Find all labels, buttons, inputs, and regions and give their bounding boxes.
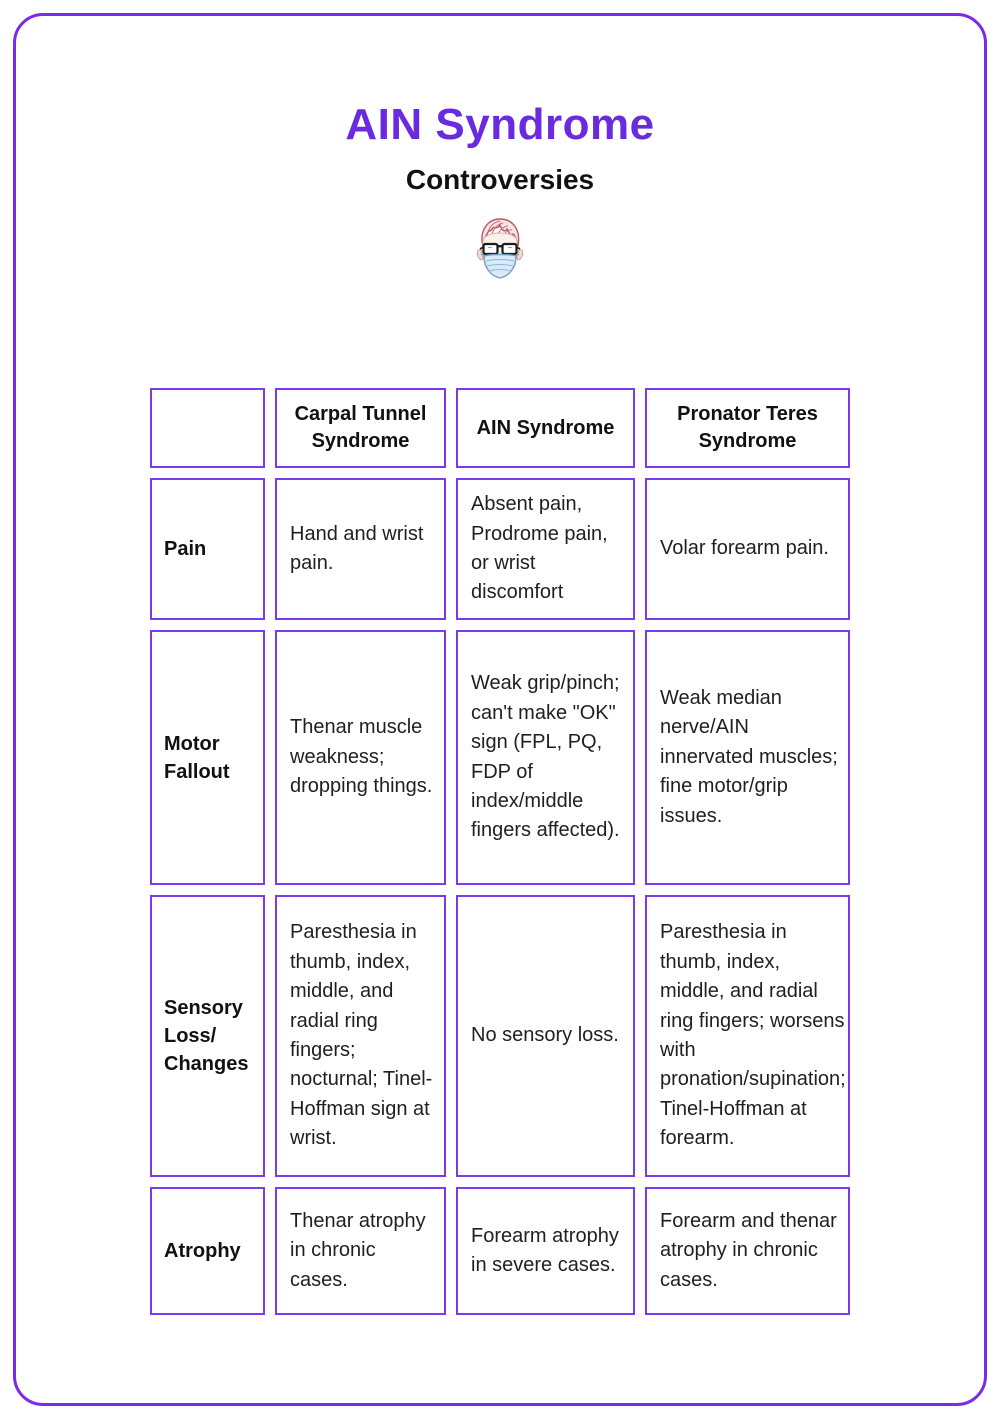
table-header-ain-syndrome: AIN Syndrome <box>456 388 635 468</box>
cell-pain-carpal-tunnel: Hand and wrist pain. <box>275 478 446 620</box>
row-label-sensory-loss: Sensory Loss/ Changes <box>150 895 265 1177</box>
page-header <box>0 100 1000 196</box>
cell-atrophy-pronator-teres: Forearm and thenar atrophy in chronic cases. <box>645 1187 850 1315</box>
table-header-carpal-tunnel: Carpal Tunnel Syndrome <box>275 388 446 468</box>
cell-motor-carpal-tunnel: Thenar muscle weakness; dropping things. <box>275 630 446 885</box>
cell-pain-pronator-teres: Volar forearm pain. <box>645 478 850 620</box>
cell-atrophy-carpal-tunnel: Thenar atrophy in chronic cases. <box>275 1187 446 1315</box>
cell-motor-ain: Weak grip/pinch; can't make "OK" sign (FPL, PQ, FDP of index/middle fingers affected). <box>456 630 635 885</box>
cell-atrophy-ain: Forearm atrophy in severe cases. <box>456 1187 635 1315</box>
comparison-table <box>150 388 850 1315</box>
avatar <box>0 216 1000 295</box>
cell-pain-ain: Absent pain, Prodrome pain, or wrist discomfort <box>456 478 635 620</box>
cell-sensory-carpal-tunnel: Paresthesia in thumb, index, middle, and radial ring fingers; nocturnal; Tinel-Hoffman sign at wrist. <box>275 895 446 1177</box>
cell-sensory-ain: No sensory loss. <box>456 895 635 1177</box>
page-subtitle: Controversies <box>405 164 595 195</box>
table-header-pronator-teres: Pronator Teres Syndrome <box>645 388 850 468</box>
row-label-pain: Pain <box>150 478 265 620</box>
page-title: AIN Syndrome <box>345 100 655 149</box>
masked-doctor-avatar-icon <box>473 216 527 295</box>
row-label-atrophy: Atrophy <box>150 1187 265 1315</box>
cell-motor-pronator-teres: Weak median nerve/AIN innervated muscles; fine motor/grip issues. <box>645 630 850 885</box>
row-label-motor-fallout: Motor Fallout <box>150 630 265 885</box>
table-header-empty <box>150 388 265 468</box>
cell-sensory-pronator-teres: Paresthesia in thumb, index, middle, and radial ring fingers; worsens with pronation/supination; Tinel-Hoffman at forearm. <box>645 895 850 1177</box>
